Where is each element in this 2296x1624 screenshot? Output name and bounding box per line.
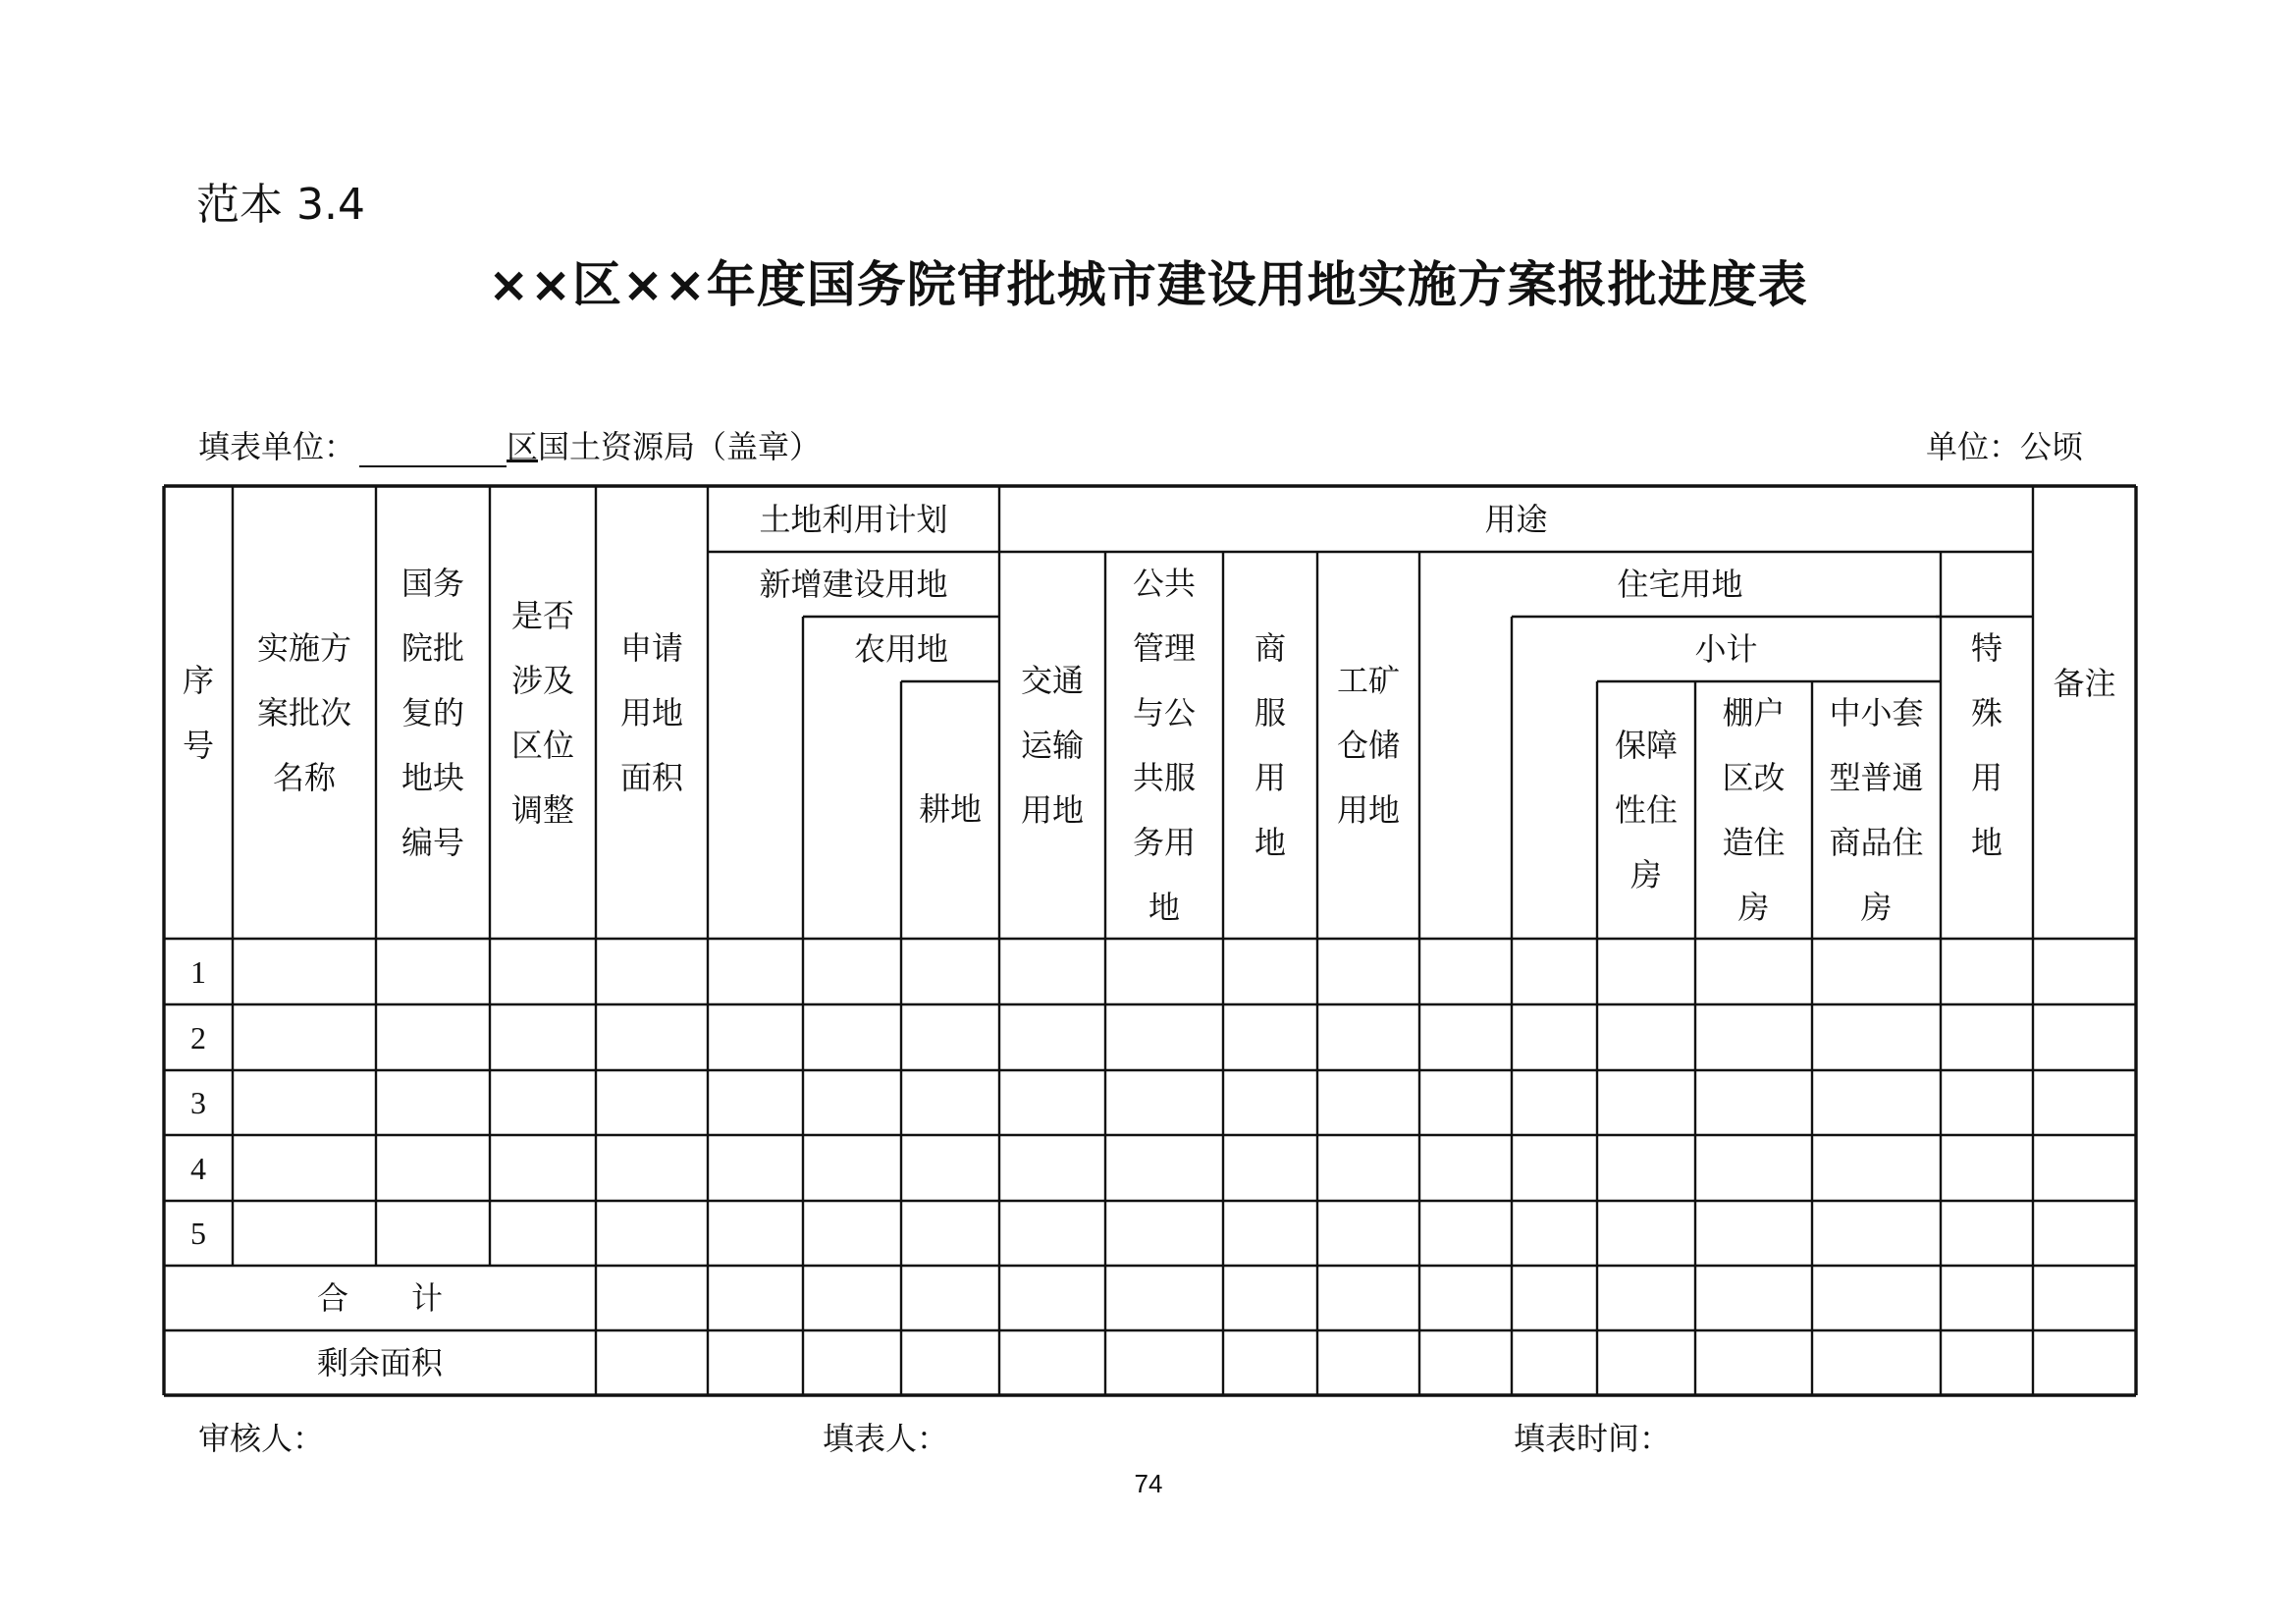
row-number: 1 (190, 953, 206, 990)
header-batch-name: 实施方 案批次 名称 (256, 628, 351, 796)
header-applied-area: 申请 用地 面积 (619, 628, 683, 796)
header-shanty-renovation: 棚户 区改 造住 房 (1722, 694, 1786, 926)
header-public-service: 公共 管理 与公 共服 务用 地 (1132, 565, 1196, 926)
header-subtotal: 小计 (1694, 630, 1758, 668)
filling-unit-underlined: 区 (507, 428, 539, 465)
header-plot-number: 国务 院批 复的 地块 编号 (400, 564, 464, 861)
sample-label: 范本 3.4 (196, 180, 365, 230)
remaining-area-label: 剩余面积 (316, 1344, 443, 1381)
page-title: ××区××年度国务院审批城市建设用地实施方案报批进度表 (488, 256, 1808, 313)
header-small-medium-housing: 中小套 型普通 商品住 房 (1829, 694, 1924, 926)
page-number: 74 (1134, 1469, 1163, 1498)
row-number: 4 (190, 1150, 206, 1186)
filling-unit-suffix: 国土资源局（盖章） (538, 428, 822, 465)
reviewer-label: 审核人： (198, 1420, 325, 1457)
header-affordable-housing: 保障 性住 房 (1614, 727, 1678, 893)
header-commercial: 商 服 用 地 (1254, 629, 1286, 861)
header-relocation: 是否 涉及 区位 调整 (510, 596, 574, 829)
filler-label: 填表人： (823, 1420, 949, 1457)
row-number: 2 (190, 1019, 206, 1056)
total-row-label: 合 计 (316, 1279, 443, 1317)
header-cultivated: 耕地 (918, 790, 982, 828)
header-new-construction: 新增建设用地 (759, 566, 948, 603)
header-remarks: 备注 (2053, 664, 2116, 702)
header-land-plan: 土地利用计划 (759, 500, 948, 538)
header-industrial: 工矿 仓储 用地 (1336, 662, 1400, 829)
header-usage: 用途 (1484, 500, 1548, 538)
header-agricultural: 农用地 (853, 630, 948, 668)
header-residential: 住宅用地 (1617, 566, 1743, 603)
row-number: 5 (190, 1216, 206, 1251)
filling-unit-prefix: 填表单位： (198, 428, 356, 465)
header-seq: 序 号 (182, 661, 214, 764)
header-transport: 交通 运输 用地 (1020, 662, 1084, 829)
row-number: 3 (190, 1085, 206, 1120)
header-special-land: 特 殊 用 地 (1970, 629, 2002, 861)
fill-time-label: 填表时间： (1514, 1420, 1672, 1457)
measurement-unit: 单位：公顷 (1926, 428, 2084, 465)
